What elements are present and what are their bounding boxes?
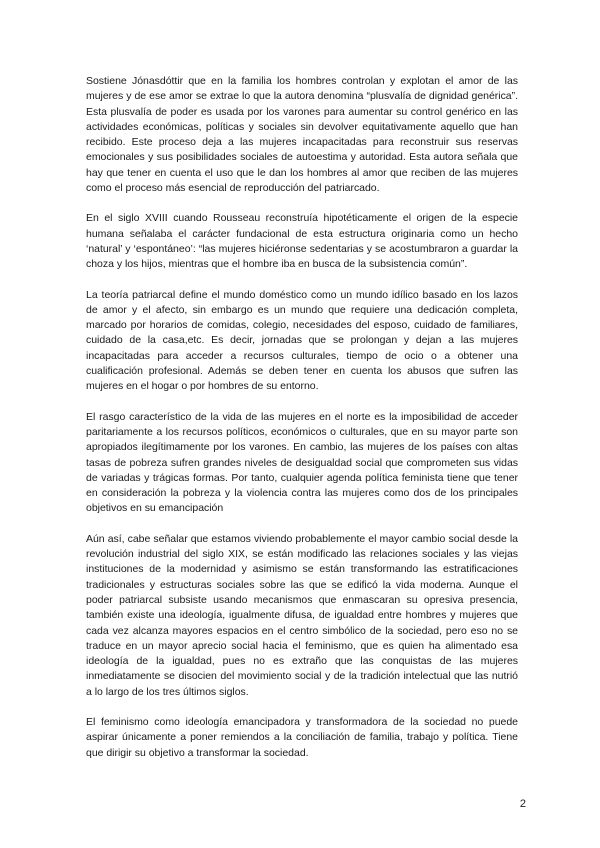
paragraph-social-change: Aún así, cabe señalar que estamos viviendo probablemente el mayor cambio social desde la revolución industrial del siglo XIX, se están modificado las relaciones sociales y las viejas instituciones de la modernidad y asimismo se están transformando las estratificaciones tradicionales y estructuras sociales sobre las que se edificó la vida moderna. Aunque el poder patriarcal subsiste usando mecanismos que enmascaran su opresiva presencia, también existe una ideología, igualmente difusa, de igualdad entre hombres y mujeres que cada vez alcanza mayores espacios en el centro simbólico de la sociedad, pero eso no se traduce en un mayor aprecio social hacia el feminismo, que es quien ha alimentado esa ideología de la igualdad, pues no es extraño que las conquistas de las mujeres inmediatamente se disocien del movimiento social y de la tradición intelectual que las nutrió a lo largo de los tres últimos siglos.	[86, 532, 518, 698]
paragraph-jonasdottir: Sostiene Jónasdóttir que en la familia los hombres controlan y explotan el amor de las mujeres y de ese amor se extrae lo que la autora denomina “plusvalía de dignidad genérica”. Esta plusvalía de poder es usada por los varones para aumentar su control genérico en las actividades económicas, políticas y sociales sin devolver equitativamente aquello que han recibido. Este proceso deja a las mujeres incapacitadas para reconstruir sus reservas emocionales y sus posibilidades sociales de autoestima y autoridad. Esta autora señala que hay que tener en cuenta el uso que le dan los hombres al amor que reciben de las mujeres como el proceso más esencial de reproducción del patriarcado.	[86, 75, 518, 195]
paragraph-rousseau: En el siglo XVIII cuando Rousseau reconstruía hipotéticamente el origen de la especie humana señalaba el carácter fundacional de esta estructura originaria como un hecho ‘natural’ y ‘espontáneo’: “las mujeres hiciéronse sedentarias y se acostumbraron a guardar la choza y los hijos, mientras que el hombre iba en busca de la subsistencia común”.	[86, 212, 518, 271]
page-number: 2	[519, 798, 526, 810]
paragraph-patriarchal-theory: La teoría patriarcal define el mundo doméstico como un mundo idílico basado en los lazos de amor y el afecto, sin embargo es un mundo que requiere una dedicación completa, marcado por horarios de comidas, colegio, necesidades del esposo, cuidado de familiares, cuidado de la casa,etc. Es decir, jornadas que se prolongan y dejan a las mujeres incapacitadas para acceder a recursos culturales, tiempo de ocio o a obtener una cualificación profesional. Además se deben tener en cuenta los abusos que sufren las mujeres en el hogar o por hombres de su entorno.	[86, 288, 518, 393]
paragraph-feminism-conclusion: El feminismo como ideología emancipadora y transformadora de la sociedad no puede aspirar únicamente a poner remiendos a la conciliación de familia, trabajo y política. Tiene que dirigir su objetivo a transformar la sociedad.	[86, 715, 518, 759]
document-page	[86, 74, 518, 776]
paragraph-women-north: El rasgo característico de la vida de las mujeres en el norte es la imposibilidad de acceder paritariamente a los recursos políticos, económicos o culturales, que en su mayor parte son apropiados ilegítimamente por los varones. En cambio, las mujeres de los países con altas tasas de pobreza sufren grandes niveles de desigualdad social que comprometen sus vidas de variadas y trágicas formas. Por tanto, cualquier agenda política feminista tiene que tener en consideración la pobreza y la violencia contra las mujeres como dos de los principales objetivos en su emancipación	[86, 410, 518, 515]
